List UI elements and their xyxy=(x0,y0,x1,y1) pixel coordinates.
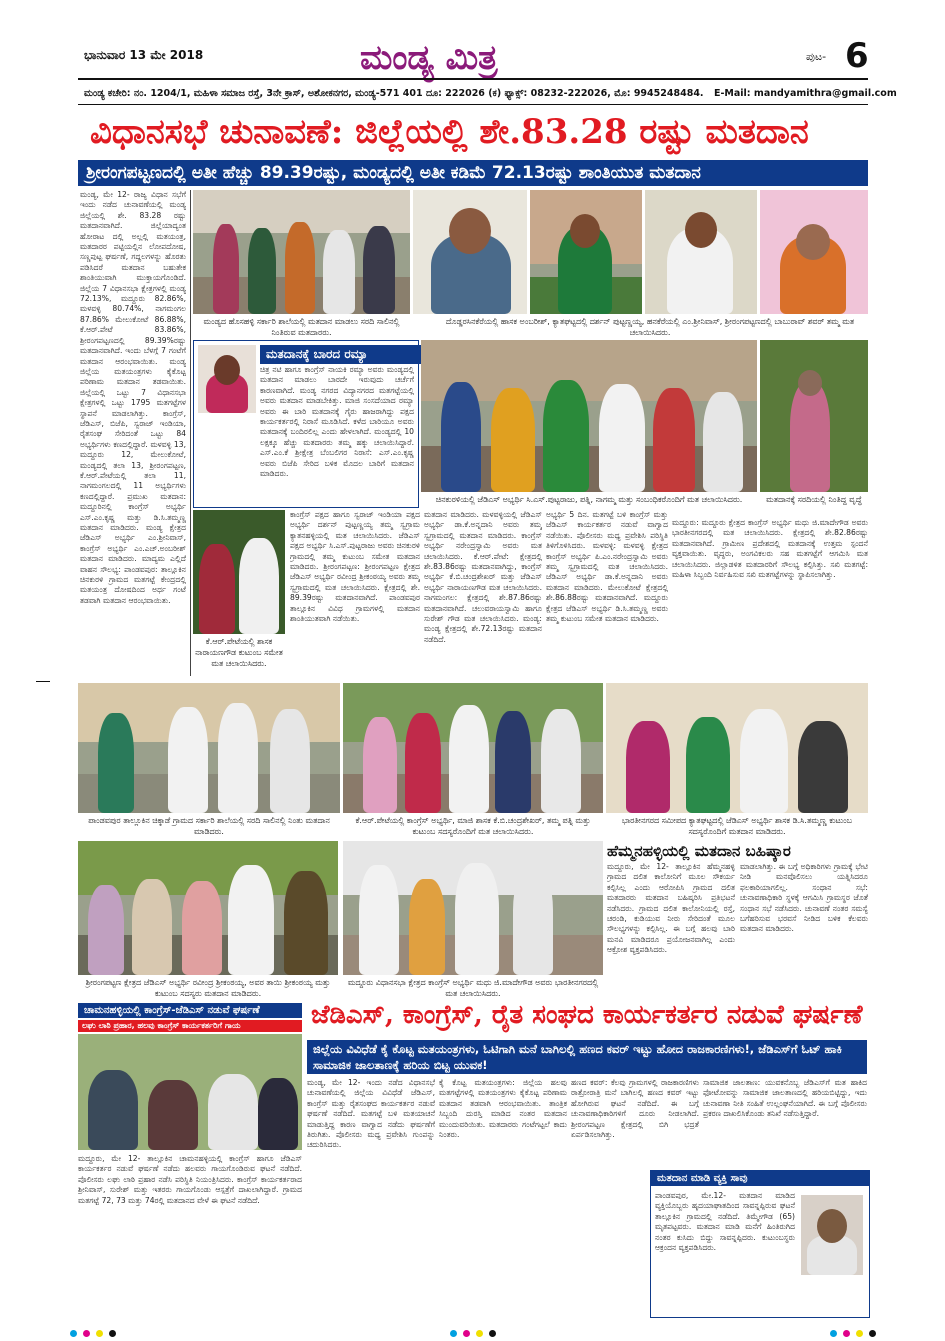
congress-box xyxy=(78,1003,302,1315)
photo-ravindra xyxy=(78,841,338,975)
photo-caption: ಕೆ.ಆರ್.ಪೇಟೆಯಲ್ಲಿ ಕಾಂಗ್ರೆಸ್ ಅಭ್ಯರ್ಥಿ, ಮಾಜಿ ಶಾಸಕ ಕೆ.ಬಿ.ಚಂದ್ರಶೇಖರ್, ತಮ್ಮ ಪತ್ನಿ ಮತ್ತು ಕುಟುಂಬ ಸದಸ್ಯರೊಂದಿಗೆ ಮತ ಚಲಾಯಿಸಿದರು. xyxy=(355,816,591,836)
photo-puttaraju xyxy=(421,340,757,492)
color-registration-marks xyxy=(450,1322,502,1330)
sub-headline: ಶ್ರೀರಂಗಪಟ್ಟಣದಲ್ಲಿ ಅತೀ ಹೆಚ್ಚು 89.39ರಷ್ಟು, ಮಂಡ್ಯದಲ್ಲಿ ಅತೀ ಕಡಿಮೆ 72.13ರಷ್ಟು ಶಾಂತಿಯುತ ಮತದಾನ xyxy=(78,160,868,186)
photo-clash xyxy=(78,1034,302,1150)
box-text: ಮದ್ದೂರು, ಮೇ 12- ತಾಲ್ಲೂಕಿನ ಚಾಮನಹಳ್ಳಿಯಲ್ಲಿ ಕಾಂಗ್ರೆಸ್ ಹಾಗೂ ಜೆಡಿಎಸ್ ಕಾರ್ಯಕರ್ತರ ನಡುವೆ ಘರ್ಷಣೆ ನಡೆದು ಹಲವರು ಗಾಯಗೊಂಡಿರುವ ಘಟನೆ ನಡೆದಿದೆ. ಪೊಲೀಸರು ಲಘು ಲಾಠಿ ಪ್ರಹಾರ ನಡೆಸಿ ಪರಿಸ್ಥಿತಿ ನಿಯಂತ್ರಿಸಿದರು. ಕಾಂಗ್ರೆಸ್ ಕಾರ್ಯಕರ್ತರಾದ ಶ್ರೀನಿವಾಸ್, ಸುರೇಶ್ ಮತ್ತು ಇತರರು ಗಾಯಗೊಂಡು ಆಸ್ಪತ್ರೆಗೆ ದಾಖಲಾಗಿದ್ದಾರೆ. ಗ್ರಾಮದ ಮತಗಟ್ಟೆ 72, 73 ಮತ್ತು 74ರಲ್ಲಿ ಮತದಾನದ ವೇಳೆ ಈ ಘಟನೆ ನಡೆದಿದೆ. xyxy=(78,1154,302,1205)
photo-caption: ಪಾಂಡವಪುರ ತಾಲ್ಲೂಕಿನ ಚಿಕ್ಕಾಡೆ ಗ್ರಾಮದ ಸರ್ಕಾರಿ ಶಾಲೆಯಲ್ಲಿ ಸರದಿ ಸಾಲಿನಲ್ಲಿ ನಿಂತು ಮತದಾನ ಮಾಡಿದರು. xyxy=(88,816,330,836)
photo-caption: ಮದ್ದೂರು ವಿಧಾನಸಭಾ ಕ್ಷೇತ್ರದ ಕಾಂಗ್ರೆಸ್ ಅಭ್ಯರ್ಥಿ ಮಧು ಜಿ.ಮಾದೇಗೌಡ ಅವರು ಭಾರತೀನಗರದಲ್ಲಿ ಮತ ಚಲಾಯಿಸಿದರು. xyxy=(347,978,599,998)
photo-chandrashekar xyxy=(343,683,603,813)
matadana-box xyxy=(193,340,419,508)
address-text: ಮಂಡ್ಯ ಕಚೇರಿ: ನಂ. 1204/1, ಮಹಿಳಾ ಸಮಾಜ ರಸ್ತೆ, 3ನೇ ಕ್ರಾಸ್, ಅಶೋಕನಗರ, ಮಂಡ್ಯ-571 401 ದೂ: 222026 (ಕ) ಫ್ಯಾಕ್ಸ್: 08232-222026, ಮೊ: 9945248484. xyxy=(84,88,704,99)
office-address xyxy=(84,88,897,99)
photo-caption: ಮತದಾನಕ್ಕೆ ಸರದಿಯಲ್ಲಿ ನಿಂತಿದ್ದ ವೃದ್ಧೆ xyxy=(766,495,862,504)
column-divider xyxy=(190,190,191,676)
photo-caption: ದೊಡ್ಡರಸಿನಕೆರೆಯಲ್ಲಿ ಹಾಸಕ ಅಂಬರೀಶ್, ಕ್ಯಾತಘಟ್ಟದಲ್ಲಿ ದರ್ಶನ್ ಪುಟ್ಟಣ್ಣಯ್ಯ, ಹನಕೆರೆಯಲ್ಲಿ ಎಂ.ಶ್ರೀನಿವಾಸ್, ಶ್ರೀರಂಗಪಟ್ಟಣದಲ್ಲಿ ಬಾಬುರಾವ್ ಶವರ್ ತಮ್ಮ ಮತ ಚಲಾಯಿಸಿದರು. xyxy=(445,317,855,337)
page-label: ಪುಟ- xyxy=(806,50,827,63)
photo-caption: ಕೆ.ಆರ್.ಪೇಟೆಯಲ್ಲಿ ಶಾಸಕ ನಾರಾಯಣಗೌಡ ಕುಟುಂಬ ಸಮೇತ ಮತ ಚಲಾಯಿಸಿದರು. xyxy=(195,637,283,668)
hemmana-col1: ಮದ್ದೂರು, ಮೇ 12- ತಾಲ್ಲೂಕಿನ ಹೆಮ್ಮನಹಳ್ಳಿ ಗ್ರಾಮದ ದಲಿತ ಕಾಲೋನಿಗೆ ಮೂಲ ಸೌಕರ್ಯ ಕಲ್ಪಿಸಿಲ್ಲ ಎಂದು ಆರೋಪಿಸಿ ಗ್ರಾಮದ ದಲಿತ ಮತದಾರರು ಮತದಾನ ಬಹಿಷ್ಕರಿಸಿ ಪ್ರತಿಭಟನೆ ನಡೆಸಿದರು. ಗ್ರಾಮದ ದಲಿತ ಕಾಲೋನಿಯಲ್ಲಿ ರಸ್ತೆ, ಚರಂಡಿ, ಕುಡಿಯುವ ನೀರು ಸೇರಿದಂತೆ ಮೂಲ ಸೌಲಭ್ಯಗಳನ್ನು ಕಲ್ಪಿಸಿಲ್ಲ. ಈ ಬಗ್ಗೆ ಹಲವು ಬಾರಿ ಮನವಿ ಮಾಡಿದರೂ ಪ್ರಯೋಜನವಾಗಿಲ್ಲ ಎಂದು ಆಕ್ರೋಶ ವ್ಯಕ್ತಪಡಿಸಿದರು. xyxy=(607,862,735,955)
box-text: ಚಿತ್ರ ನಟಿ ಹಾಗೂ ಕಾಂಗ್ರೆಸ್ ನಾಯಕಿ ರಮ್ಯಾ ಅವರು ಮಂಡ್ಯದಲ್ಲಿ ಮತದಾನ ಮಾಡಲು ಬಾರದೇ ಇರುವುದು ಚರ್ಚೆಗೆ ಕಾರಣವಾಗಿದೆ. ಮಂಡ್ಯ ನಗರದ ವಿದ್ಯಾನಗರದ ಮತಗಟ್ಟೆಯಲ್ಲಿ ಅವರು ಮತದಾನ ಮಾಡಬೇಕಿತ್ತು. ಮಾಜಿ ಸಂಸದೆಯಾದ ರಮ್ಯಾ ಅವರು ಈ ಬಾರಿ ಮತದಾನಕ್ಕೆ ಗೈರು ಹಾಜರಾಗಿದ್ದು ಪಕ್ಷದ ಕಾರ್ಯಕರ್ತರಲ್ಲಿ ನಿರಾಸೆ ಮೂಡಿಸಿದೆ. ಕಳೆದ ಬಾರಿಯೂ ಅವರು ಮತದಾನಕ್ಕೆ ಬಂದಿರಲಿಲ್ಲ ಎಂದು ಹೇಳಲಾಗಿದೆ. ಮಂಡ್ಯದಲ್ಲಿ 10 ಲಕ್ಷಕ್ಕೂ ಹೆಚ್ಚು ಮತದಾರರು ತಮ್ಮ ಹಕ್ಕು ಚಲಾಯಿಸಿದ್ದಾರೆ. ಎಸ್.ಎಂ.ಕೆ ಶ್ರೀಕ್ಷೇತ್ರ ಬೆಂಬಲಿಗರ ನಿರಾಸೆ: ಎಸ್.ಎಂ.ಕೃಷ್ಣ ಅವರು ಬಿಜೆಪಿ ಸೇರಿದ ಬಳಿಕ ಮೊದಲ ಬಾರಿಗೆ ಮತದಾನ ಮಾಡಿದರು. xyxy=(260,365,414,479)
box-title: ಚಾಮನಹಳ್ಳಿಯಲ್ಲಿ ಕಾಂಗ್ರೆಸ್-ಜೆಡಿಎಸ್ ನಡುವೆ ಘರ್ಷಣೆ xyxy=(78,1003,302,1018)
photo-madhu xyxy=(343,841,603,975)
lead-story-col1: ಮಂಡ್ಯ, ಮೇ 12- ರಾಜ್ಯ ವಿಧಾನ ಸಭೆಗೆ ಇಂದು ನಡೆದ ಚುನಾವಣೆಯಲ್ಲಿ ಮಂಡ್ಯ ಜಿಲ್ಲೆಯಲ್ಲಿ ಶೇ. 83.28 ರಷ್ಟು ಮತದಾನವಾಗಿದೆ. ಜಿಲ್ಲೆಯಾದ್ಯಂತ ಹೋರಾಟ ದಲ್ಲಿ ಅಲ್ಲಲ್ಲಿ ಮತಯಂತ್ರ, ಮತದಾರರ ಪಟ್ಟಿಯಲ್ಲಿನ ಲೋಪದೋಷ, ಸಣ್ಣಪುಟ್ಟ ಘರ್ಷಣೆ, ಗದ್ದಲಗಳನ್ನು ಹೊರತು ಪಡಿಸಿದರೆ ಮತದಾನ ಬಹುತೇಕ ಶಾಂತಿಯುವಾಗಿ ಮುಕ್ತಾಯಗೊಂಡಿದೆ. ಜಿಲ್ಲೆಯ 7 ವಿಧಾನಸಭಾ ಕ್ಷೇತ್ರಗಳಲ್ಲಿ ಮಂಡ್ಯ 72.13%, ಮದ್ದೂರು 82.86%, ಮಳವಳ್ಳಿ 80.74%, ನಾಗಮಂಗಲ 87.86% ಮೇಲುಕೋಟೆ 86.88%, ಕೆ.ಆರ್.ಪೇಟೆ 83.86%, ಶ್ರೀರಂಗಪಟ್ಟಣದಲ್ಲಿ 89.39%ರಷ್ಟು ಮತದಾನವಾಗಿದೆ. ಇಂದು ಬೆಳಗ್ಗೆ 7 ಗಂಟೆಗೆ ಮತದಾನ ಆರಂಭವಾಯಿತು. ಮಂಡ್ಯ ಜಿಲ್ಲೆಯ ಮತಯಂತ್ರಗಳು ಕೈಕೊಟ್ಟ ಪರಿಣಾಮ ಮತದಾನ ತಡವಾಯಿತು. ಜಿಲ್ಲೆಯಲ್ಲಿ ಒಟ್ಟು 7 ವಿಧಾನಸಭಾ ಕ್ಷೇತ್ರಗಳಲ್ಲಿ ಒಟ್ಟು 1795 ಮತಗಟ್ಟೆಗಳ ಸ್ಥಾಪನೆ ಮಾಡಲಾಗಿತ್ತು. ಕಾಂಗ್ರೆಸ್, ಜೆಡಿಎಸ್, ಬಿಜೆಪಿ, ಸ್ವರಾಜ್ ಇಂಡಿಯಾ, ರೈತಸಂಘ ಸೇರಿದಂತೆ ಒಟ್ಟು 84 ಅಭ್ಯರ್ಥಿಗಳು ಕಣದಲ್ಲಿದ್ದಾರೆ. ಮಳವಳ್ಳಿ 13, ಮದ್ದೂರು 12, ಮೇಲುಕೋಟೆ, ಮಂಡ್ಯದಲ್ಲಿ ತಲಾ 13, ಶ್ರೀರಂಗಪಟ್ಟಣ, ಕೆ.ಆರ್.ಪೇಟೆಯಲ್ಲಿ ತಲಾ 11, ನಾಗಮಂಗಲದಲ್ಲಿ 11 ಅಭ್ಯರ್ಥಿಗಳು ಕಣದಲ್ಲಿದ್ದಾರೆ. ಪ್ರಮುಖ ಮತದಾನ: ಮದ್ದೂರಿನಲ್ಲಿ ಕಾಂಗ್ರೆಸ್ ಅಭ್ಯರ್ಥಿ ಎಸ್.ಎಂ.ಕೃಷ್ಣ ಮತ್ತು ಡಿ.ಸಿ.ತಮ್ಮಣ್ಣ ಮತದಾನ ಮಾಡಿದರು. ಮಂಡ್ಯ ಕ್ಷೇತ್ರದ ಜೆಡಿಎಸ್ ಅಭ್ಯರ್ಥಿ ಎಂ.ಶ್ರೀನಿವಾಸ್, ಕಾಂಗ್ರೆಸ್ ಅಭ್ಯರ್ಥಿ ಎಂ.ಎಚ್.ಅಂಬರೀಶ್ ಮತದಾನ ಮಾಡಿದರು. ಮಾದ್ಯಮ ಎಲ್ಲಿದೆ ವಾಹನ ಸೌಲಭ್ಯ: ಪಾಂಡವಪುರ: ತಾಲ್ಲೂಕಿನ ಚಿನಕುರಳಿ ಗ್ರಾಮದ ಮತಗಟ್ಟೆ ಕೇಂದ್ರದಲ್ಲಿ ಮತಯಂತ್ರ ದೋಷದಿಂದ ಅರ್ಧ ಗಂಟೆ ತಡವಾಗಿ ಮತದಾನ ಆರಂಭವಾಯಿತು. xyxy=(80,190,186,605)
raita-col2: ಕೈ ಕೊಟ್ಟ ಮತಯಂತ್ರಗಳು: ಜಿಲ್ಲೆಯ ಹಲವು ಮತಗಟ್ಟೆಗಳಲ್ಲಿ ಮತಯಂತ್ರಗಳು ಕೈಕೊಟ್ಟ ಪರಿಣಾಮ ಮತದಾನ ತಡವಾಗಿ ಆರಂಭವಾಯಿತು. ತಾಂತ್ರಿಕ ಸಿಬ್ಬಂದಿ ದುರಸ್ತಿ ಮಾಡಿದ ನಂತರ ಮತದಾನ ಮುಂದುವರಿಯಿತು. ಮತದಾರರು ಗಂಟೆಗಟ್ಟಲೆ ಕಾದು ನಿಂತರು. xyxy=(439,1078,567,1140)
death-box xyxy=(650,1170,870,1318)
photo-elderly xyxy=(760,340,868,492)
photo-srinivas xyxy=(645,190,757,314)
raita-col4: ಸಾಮಾಜಿಕ ಜಾಲತಾಣ: ಯುವಕನೊಬ್ಬ ಜೆಡಿಎಸ್‌ಗೆ ಮತ ಹಾಕಿದ ಫೋಟೋವನ್ನು ಸಾಮಾಜಿಕ ಜಾಲತಾಣದಲ್ಲಿ ಹರಿಯಬಿಟ್ಟಿದ್ದು, ಇದು ಚುನಾವಣಾ ನೀತಿ ಸಂಹಿತೆ ಉಲ್ಲಂಘನೆಯಾಗಿದೆ. ಈ ಬಗ್ಗೆ ಪೊಲೀಸರು ಪ್ರಕರಣ ದಾಖಲಿಸಿಕೊಂಡು ತನಿಖೆ ನಡೆಸುತ್ತಿದ್ದಾರೆ. xyxy=(703,1078,867,1119)
raita-headline: ಜೆಡಿಎಸ್, ಕಾಂಗ್ರೆಸ್, ರೈತ ಸಂಘದ ಕಾರ್ಯಕರ್ತರ ನಡುವೆ ಘರ್ಷಣೆ xyxy=(311,1000,863,1030)
photo-ambareesh xyxy=(413,190,527,314)
header-rule xyxy=(78,78,868,80)
page-number: 6 xyxy=(845,36,869,76)
photo-narayanagowda xyxy=(193,510,285,634)
raita-col3: ಹಣದ ಕವರ್: ಕೆಲವು ಗ್ರಾಮಗಳಲ್ಲಿ ರಾಜಕಾರಣಿಗಳು ರಾತ್ರೋರಾತ್ರಿ ಮನೆ ಬಾಗಿಲಲ್ಲಿ ಹಣದ ಕವರ್ ಇಟ್ಟು ಹೋಗಿರುವ ಘಟನೆ ನಡೆದಿದೆ. ಈ ಬಗ್ಗೆ ಚುನಾವಣಾಧಿಕಾರಿಗಳಿಗೆ ದೂರು ನೀಡಲಾಗಿದೆ. ಶ್ರೀರಂಗಪಟ್ಟಣ ಕ್ಷೇತ್ರದಲ್ಲಿ ಬಿಗಿ ಭದ್ರತೆ ಏರ್ಪಡಿಸಲಾಗಿತ್ತು. xyxy=(571,1078,699,1140)
main-headline: ವಿಧಾನಸಭೆ ಚುನಾವಣೆ: ಜಿಲ್ಲೆಯಲ್ಲಿ ಶೇ.83.28 ರಷ್ಟು ಮತದಾನ xyxy=(78,110,868,158)
story-col5: ಮದ್ದೂರು: ಮದ್ದೂರು ಕ್ಷೇತ್ರದ ಕಾಂಗ್ರೆಸ್ ಅಭ್ಯರ್ಥಿ ಮಧು ಜಿ.ಮಾದೇಗೌಡ ಅವರು ಭಾರತೀನಗರದಲ್ಲಿ ಮತ ಚಲಾಯಿಸಿದರು. ಕ್ಷೇತ್ರದಲ್ಲಿ ಶೇ.82.86ರಷ್ಟು ಮತದಾನವಾಗಿದೆ. ಗ್ರಾಮೀಣ ಪ್ರದೇಶದಲ್ಲಿ ಮತದಾನಕ್ಕೆ ಉತ್ತಮ ಸ್ಪಂದನೆ ವ್ಯಕ್ತವಾಯಿತು. ವೃದ್ಧರು, ಅಂಗವಿಕಲರು ಸಹ ಮತಗಟ್ಟೆಗೆ ಆಗಮಿಸಿ ಮತ ಚಲಾಯಿಸಿದರು. ಜಿಲ್ಲಾಡಳಿತ ಮತದಾರರಿಗೆ ಸೌಲಭ್ಯ ಕಲ್ಪಿಸಿತ್ತು. ಸಖಿ ಮತಗಟ್ಟೆ: ಮಹಿಳಾ ಸಿಬ್ಬಂದಿ ನಿರ್ವಹಿಸುವ ಸಖಿ ಮತಗಟ್ಟೆಗಳನ್ನು ಸ್ಥಾಪಿಸಲಾಗಿತ್ತು. xyxy=(672,518,868,580)
photo-chikkade xyxy=(78,683,340,813)
photo-darshan xyxy=(530,190,642,314)
hemmana-col2: ಮಾಡಲಾಗಿತ್ತು. ಈ ಬಗ್ಗೆ ಅಧಿಕಾರಿಗಳು ಗ್ರಾಮಕ್ಕೆ ಭೇಟಿ ನೀಡಿ ಮನವೊಲಿಸಲು ಯತ್ನಿಸಿದರೂ ಫಲಕಾರಿಯಾಗಲಿಲ್ಲ. ಸಂಧಾನ ಸಭೆ: ಚುನಾವಣಾಧಿಕಾರಿ ಸ್ಥಳಕ್ಕೆ ಆಗಮಿಸಿ ಗ್ರಾಮಸ್ಥರ ಜೊತೆ ಸಂಧಾನ ಸಭೆ ನಡೆಸಿದರು. ಚುನಾವಣೆ ನಂತರ ಸಮಸ್ಯೆ ಬಗೆಹರಿಸುವ ಭರವಸೆ ನೀಡಿದ ಬಳಿಕ ಕೆಲವರು ಮತದಾನ ಮಾಡಿದರು. xyxy=(740,862,868,934)
address-rule xyxy=(78,104,868,105)
photo-caption: ಶ್ರೀರಂಗಪಟ್ಟಣ ಕ್ಷೇತ್ರದ ಜೆಡಿಎಸ್ ಅಭ್ಯರ್ಥಿ ರವೀಂದ್ರ ಶ್ರೀಕಂಠಯ್ಯ, ಅವರ ತಾಯಿ ಶ್ರೀಕಂಠಯ್ಯ ಮತ್ತು ಕುಟುಂಬ ಸದಸ್ಯರು ಮತದಾನ ಮಾಡಿದರು. xyxy=(85,978,331,998)
story-col3: ಮತದಾನ ಮಾಡಿದರು. ಮಳವಳ್ಳಿಯಲ್ಲಿ ಜೆಡಿಎಸ್ ಅಭ್ಯರ್ಥಿ ಡಾ.ಕೆ.ಅನ್ನದಾನಿ ಅವರು ತಮ್ಮ ಸ್ವಗ್ರಾಮದಲ್ಲಿ ಮತದಾನ ಮಾಡಿದರು. ಕಾಂಗ್ರೆಸ್ ಅಭ್ಯರ್ಥಿ ನರೇಂದ್ರಸ್ವಾಮಿ ಅವರು ಮತ ಚಲಾಯಿಸಿದರು. ಕೆ.ಆರ್.ಪೇಟೆ: ಕ್ಷೇತ್ರದಲ್ಲಿ ಶೇ.83.86ರಷ್ಟು ಮತದಾನವಾಗಿದ್ದು, ಕಾಂಗ್ರೆಸ್ ಅಭ್ಯರ್ಥಿ ಕೆ.ಬಿ.ಚಂದ್ರಶೇಖರ್ ಮತ್ತು ಜೆಡಿಎಸ್ ಅಭ್ಯರ್ಥಿ ನಾರಾಯಣಗೌಡ ಮತ ಚಲಾಯಿಸಿದರು. ನಾಗಮಂಗಲ: ಕ್ಷೇತ್ರದಲ್ಲಿ ಶೇ.87.86ರಷ್ಟು ಮತದಾನವಾಗಿದೆ. ಚಲುವರಾಯಸ್ವಾಮಿ ಹಾಗೂ ಸುರೇಶ್ ಗೌಡ ಮತ ಚಲಾಯಿಸಿದರು. ಮಂಡ್ಯ: ಮಂಡ್ಯ ಕ್ಷೇತ್ರದಲ್ಲಿ ಶೇ.72.13ರಷ್ಟು ಮತದಾನ ನಡೆದಿದೆ. xyxy=(424,510,542,644)
hemmana-headline: ಹೆಮ್ಮನಹಳ್ಳಿಯಲ್ಲಿ ಮತದಾನ ಬಹಿಷ್ಕಾರ xyxy=(607,842,791,860)
box-text: ಪಾಂಡವಪುರ, ಮೇ.12- ಮತದಾನ ಮಾಡಿದ ವ್ಯಕ್ತಿಯೊಬ್ಬರು ಹೃದಯಾಘಾತದಿಂದ ಸಾವನ್ನಪ್ಪಿರುವ ಘಟನೆ ತಾಲ್ಲೂಕಿನ ಗ್ರಾಮದಲ್ಲಿ ನಡೆದಿದೆ. ತಿಮ್ಮೇಗೌಡ (65) ಮೃತಪಟ್ಟವರು. ಮತದಾನ ಮಾಡಿ ಮನೆಗೆ ಹಿಂತಿರುಗಿದ ನಂತರ ಕುಸಿದು ಬಿದ್ದು ಸಾವನ್ನಪ್ಪಿದರು. ಕುಟುಂಬಸ್ಥರು ಆಕ್ರಂದನ ವ್ಯಕ್ತಪಡಿಸಿದರು. xyxy=(655,1191,795,1253)
photo-deceased xyxy=(801,1195,863,1275)
photo-thammanna xyxy=(606,683,868,813)
photo-caption: ಚಿನಕುರಳಿಯಲ್ಲಿ ಜೆಡಿಎಸ್ ಅಭ್ಯರ್ಥಿ ಸಿ.ಎಸ್.ಪುಟ್ಟರಾಜು, ಪತ್ನಿ, ನಾಗಮ್ಮ ಮತ್ತು ಸಂಬಂಧಿಕರೊಂದಿಗೆ ಮತ ಚಲಾಯಿಸಿದರು. xyxy=(435,495,743,504)
photo-babu xyxy=(760,190,868,314)
email: E-Mail: mandyamithra@gmail.com xyxy=(714,88,897,99)
color-registration-marks xyxy=(70,1322,122,1330)
photo-caption: ಭಾರತೀನಗರದ ಸಮೀಪದ ಕ್ಯಾತಘಟ್ಟದಲ್ಲಿ ಜೆಡಿಎಸ್ ಅಭ್ಯರ್ಥಿ ಶಾಸಕ ಡಿ.ಸಿ.ತಮ್ಮಣ್ಣ ಕುಟುಂಬ ಸದಸ್ಯರೊಂದಿಗೆ ಮತದಾನ ಮಾಡಿದರು. xyxy=(621,816,853,836)
color-registration-marks xyxy=(830,1322,882,1330)
photo-queue xyxy=(193,190,410,314)
margin-mark xyxy=(36,681,50,682)
issue-date: ಭಾನುವಾರ 13 ಮೇ 2018 xyxy=(84,48,204,62)
photo-ramya xyxy=(198,345,256,413)
box-title: ಮತದಾನ ಮಾಡಿ ವ್ಯಕ್ತಿ ಸಾವು xyxy=(651,1171,869,1186)
story-col4: ಅಭ್ಯರ್ಥಿ 5 ದಿನ. ಮತಗಟ್ಟೆ ಬಳಿ ಕಾಂಗ್ರೆಸ್ ಮತ್ತು ಜೆಡಿಎಸ್ ಕಾರ್ಯಕರ್ತರ ನಡುವೆ ವಾಗ್ವಾದ ನಡೆಯಿತು. ಪೊಲೀಸರು ಮಧ್ಯ ಪ್ರವೇಶಿಸಿ ಪರಿಸ್ಥಿತಿ ತಿಳಿಗೊಳಿಸಿದರು. ಮಳವಳ್ಳಿ: ಮಳವಳ್ಳಿ ಕ್ಷೇತ್ರದ ಕಾಂಗ್ರೆಸ್ ಅಭ್ಯರ್ಥಿ ಪಿ.ಎಂ.ನರೇಂದ್ರಸ್ವಾಮಿ ಅವರು ತಮ್ಮ ಸ್ವಗ್ರಾಮದಲ್ಲಿ ಮತ ಚಲಾಯಿಸಿದರು. ಜೆಡಿಎಸ್ ಅಭ್ಯರ್ಥಿ ಡಾ.ಕೆ.ಅನ್ನದಾನಿ ಅವರು ಮತದಾನ ಮಾಡಿದರು. ಮೇಲುಕೋಟೆ ಕ್ಷೇತ್ರದಲ್ಲಿ ಶೇ.86.88ರಷ್ಟು ಮತದಾನವಾಗಿದೆ. ಮದ್ದೂರು ಕ್ಷೇತ್ರದ ಜೆಡಿಎಸ್ ಅಭ್ಯರ್ಥಿ ಡಿ.ಸಿ.ತಮ್ಮಣ್ಣ ಅವರು ತಮ್ಮ ಕುಟುಂಬ ಸಮೇತ ಮತದಾನ ಮಾಡಿದರು. xyxy=(546,510,668,624)
raita-col1: ಮಂಡ್ಯ, ಮೇ 12- ಇಂದು ನಡೆದ ವಿಧಾನಸಭೆ ಚುನಾವಣೆಯಲ್ಲಿ ಜಿಲ್ಲೆಯ ವಿವಿಧೆಡೆ ಜೆಡಿಎಸ್, ಕಾಂಗ್ರೆಸ್ ಮತ್ತು ರೈತಸಂಘದ ಕಾರ್ಯಕರ್ತರ ನಡುವೆ ಘರ್ಷಣೆ ನಡೆದಿದೆ. ಮತಗಟ್ಟೆ ಬಳಿ ಮತಯಾಚನೆ ಮಾಡುತ್ತಿದ್ದ ಕಾರಣ ವಾಗ್ವಾದ ನಡೆದು ಘರ್ಷಣೆಗೆ ತಿರುಗಿತು. ಪೊಲೀಸರು ಮಧ್ಯ ಪ್ರವೇಶಿಸಿ ಗುಂಪನ್ನು ಚದುರಿಸಿದರು. xyxy=(307,1078,435,1150)
box-strip: ಲಘು ಲಾಠಿ ಪ್ರಹಾರ, ಹಲವು ಕಾಂಗ್ರೆಸ್ ಕಾರ್ಯಕರ್ತರಿಗೆ ಗಾಯ xyxy=(78,1020,302,1032)
story-col2: ಕಾಂಗ್ರೆಸ್ ಪಕ್ಷದ ಹಾಗೂ ಸ್ವರಾಜ್ ಇಂಡಿಯಾ ಪಕ್ಷದ ಅಭ್ಯರ್ಥಿ ದರ್ಶನ್ ಪುಟ್ಟಣ್ಣಯ್ಯ ತಮ್ಮ ಸ್ವಗ್ರಾಮ ಕ್ಯಾತನಹಳ್ಳಿಯಲ್ಲಿ ಮತ ಚಲಾಯಿಸಿದರು. ಜೆಡಿಎಸ್ ಪಕ್ಷದ ಅಭ್ಯರ್ಥಿ ಸಿ.ಎಸ್.ಪುಟ್ಟರಾಜು ಅವರು ಚಿನಕುರಳಿ ಗ್ರಾಮದಲ್ಲಿ ತಮ್ಮ ಕುಟುಂಬ ಸಮೇತ ಮತದಾನ ಮಾಡಿದರು. ಶ್ರೀರಂಗಪಟ್ಟಣ: ಶ್ರೀರಂಗಪಟ್ಟಣ ಕ್ಷೇತ್ರದ ಜೆಡಿಎಸ್ ಅಭ್ಯರ್ಥಿ ರವೀಂದ್ರ ಶ್ರೀಕಂಠಯ್ಯ ಅವರು ತಮ್ಮ ಸ್ವಗ್ರಾಮದಲ್ಲಿ ಮತ ಚಲಾಯಿಸಿದರು. ಕ್ಷೇತ್ರದಲ್ಲಿ ಶೇ. 89.39ರಷ್ಟು ಮತದಾನವಾಗಿದೆ. ಪಾಂಡವಪುರ ತಾಲ್ಲೂಕಿನ ವಿವಿಧ ಗ್ರಾಮಗಳಲ್ಲಿ ಮತದಾನ ಶಾಂತಿಯುತವಾಗಿ ನಡೆಯಿತು. xyxy=(290,510,420,624)
box-title: ಮತದಾನಕ್ಕೆ ಬಾರದ ರಮ್ಯಾ xyxy=(260,345,424,364)
masthead: ಮಂಡ್ಯ ಮಿತ್ರ xyxy=(360,38,498,78)
photo-caption: ಮಂಡ್ಯದ ಹೊಸಹಳ್ಳಿ ಸರ್ಕಾರಿ ಶಾಲೆಯಲ್ಲಿ ಮತದಾನ ಮಾಡಲು ಸರದಿ ಸಾಲಿನಲ್ಲಿ ನಿಂತಿರುವ ಮತದಾರರು. xyxy=(203,317,400,337)
raita-deck: ಜಿಲ್ಲೆಯ ವಿವಿಧೆಡೆ ಕೈ ಕೊಟ್ಟ ಮತಯಂತ್ರಗಳು, ಓಟಿಗಾಗಿ ಮನೆ ಬಾಗಿಲಲ್ಲಿ ಹಣದ ಕವರ್ ಇಟ್ಟು ಹೋದ ರಾಜಕಾರಣಿಗಳು!, ಜೆಡಿಎಸ್‌ಗೆ ಓಟ್ ಹಾಕಿ ಸಾಮಾಜಿಕ ಜಾಲತಾಣಕ್ಕೆ ಹರಿಯ ಬಿಟ್ಟ ಯುವಕ! xyxy=(307,1040,867,1074)
